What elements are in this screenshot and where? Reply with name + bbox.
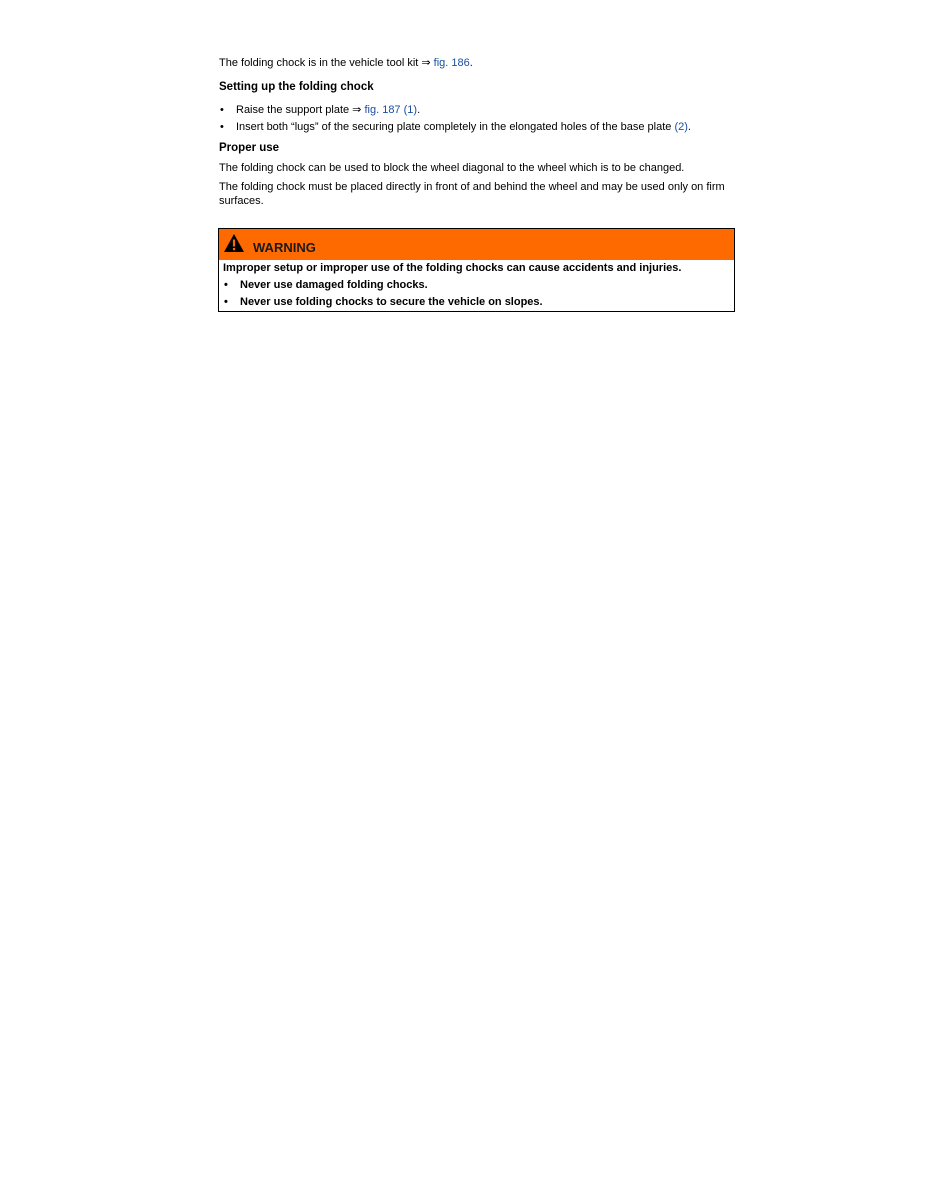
list-item bbox=[219, 120, 735, 134]
step-2-text: Insert both “lugs” of the securing plate completely in the elongated holes of the base plate bbox=[236, 121, 675, 133]
warning-body bbox=[219, 260, 734, 311]
warning-item-text: Never use damaged folding chocks. bbox=[240, 279, 428, 291]
proper-use-heading: Proper use bbox=[219, 142, 280, 154]
intro-paragraph bbox=[219, 56, 735, 70]
warning-list bbox=[223, 278, 730, 309]
warning-box bbox=[218, 228, 735, 312]
bullet-dot: • bbox=[220, 104, 224, 116]
setup-heading: Setting up the folding chock bbox=[219, 81, 374, 93]
callout-2-link[interactable]: (2) bbox=[674, 121, 688, 133]
list-item bbox=[223, 295, 730, 309]
bullet-dot: • bbox=[224, 296, 228, 308]
intro-text: The folding chock is in the vehicle tool kit ⇒ bbox=[219, 57, 434, 69]
setup-steps-list bbox=[219, 103, 735, 134]
list-item bbox=[219, 103, 735, 117]
document-page bbox=[219, 56, 735, 208]
warning-item-text: Never use folding chocks to secure the vehicle on slopes. bbox=[240, 296, 543, 308]
proper-use-paragraph-1: The folding chock can be used to block the wheel diagonal to the wheel which is to be changed. bbox=[219, 162, 685, 174]
bullet-dot: • bbox=[220, 121, 224, 133]
step-1-suffix: . bbox=[417, 104, 421, 116]
step-2-suffix: . bbox=[687, 121, 691, 133]
proper-use-paragraph-2: The folding chock must be placed directly in front of and behind the wheel and may be used only on firm surfaces. bbox=[219, 181, 725, 207]
warning-header bbox=[219, 229, 734, 260]
list-item bbox=[223, 278, 730, 292]
warning-intro: Improper setup or improper use of the folding chocks can cause accidents and injuries. bbox=[223, 262, 682, 274]
fig-187-link[interactable]: fig. 187 (1) bbox=[364, 104, 418, 116]
warning-title: WARNING bbox=[253, 240, 316, 255]
step-1-text: Raise the support plate ⇒ bbox=[236, 104, 365, 116]
warning-triangle-icon bbox=[223, 233, 245, 253]
fig-186-link[interactable]: fig. 186 bbox=[433, 57, 470, 69]
bullet-dot: • bbox=[224, 279, 228, 291]
intro-suffix: . bbox=[469, 57, 473, 69]
